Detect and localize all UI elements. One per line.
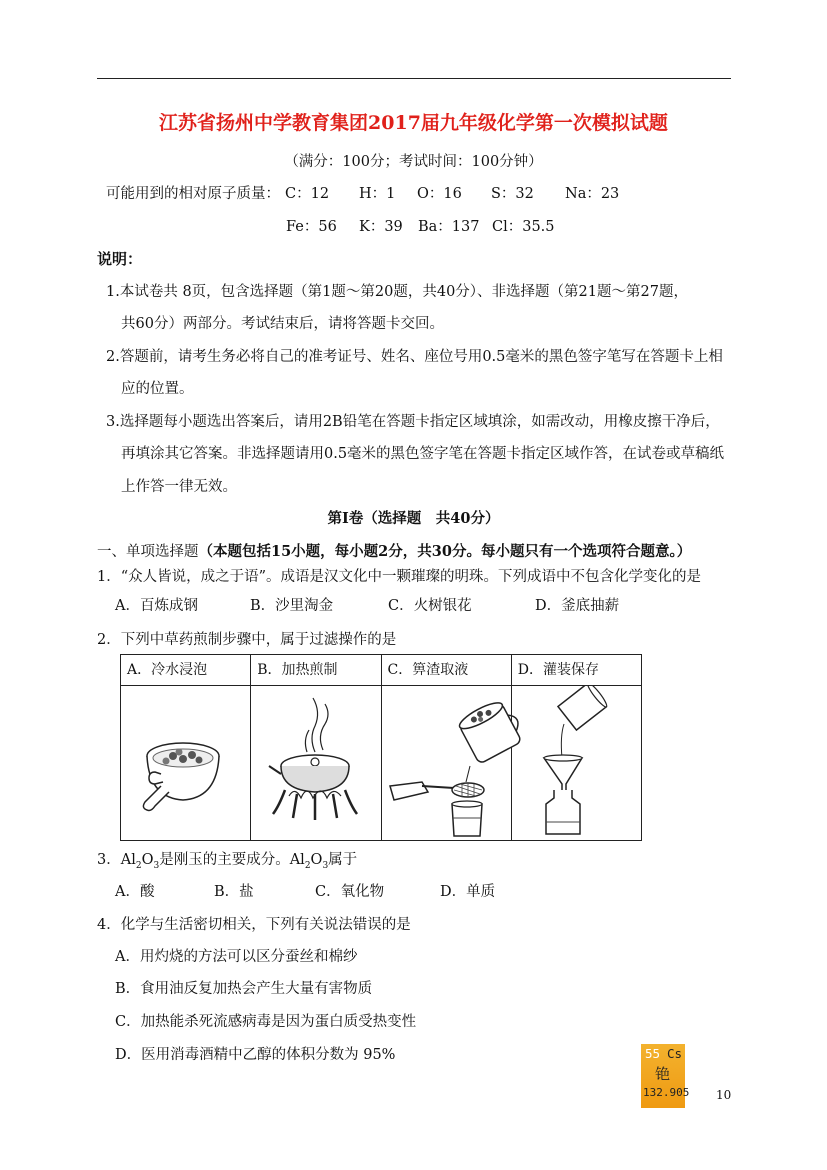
question-3-option-d: D．单质: [440, 884, 496, 900]
question-1-option-d: D．釜底抽薪: [535, 598, 620, 614]
instruction-line: 1.本试卷共 8页，包含选择题（第1题～第20题，共40分）、非选择题（第21题～第27题，: [106, 284, 688, 300]
stem-text: O: [141, 852, 154, 868]
question-2-option-c: C．箅渣取液: [381, 655, 511, 686]
page-number: 10: [716, 1088, 732, 1102]
instruction-line: 应的位置。: [121, 381, 194, 397]
subscript: 2: [135, 860, 142, 871]
question-2-options-table: [120, 654, 642, 841]
atomic-mass-item: Ba：137: [418, 219, 480, 235]
question-4-stem: 4．化学与生活密切相关，下列有关说法错误的是: [97, 917, 411, 933]
page-title: 江苏省扬州中学教育集团2017届九年级化学第一次模拟试题: [159, 112, 668, 134]
part-label: 一、单项选择题: [97, 544, 199, 560]
atomic-mass-item: O：16: [417, 186, 462, 202]
question-1-option-a: A．百炼成钢: [115, 598, 198, 614]
instruction-line: 再填涂其它答案。非选择题请用0.5毫米的黑色签字笔在答题卡指定区域作答，在试卷或草稿纸: [121, 446, 725, 462]
question-3-option-a: A．酸: [115, 884, 155, 900]
stem-text: 3．Al: [97, 852, 136, 868]
stem-text: 是刚玉的主要成分。Al: [159, 852, 305, 868]
atomic-number: 55: [645, 1046, 661, 1061]
atomic-mass-item: C：12: [285, 186, 330, 202]
part-note: （本题包括15小题，每小题2分，共30分。每小题只有一个选项符合题意。）: [198, 543, 692, 560]
atomic-mass-item: K：39: [359, 219, 403, 235]
bottling-funnel-icon: [512, 686, 636, 840]
atomic-mass-label: 可能用到的相对原子质量：: [106, 186, 280, 202]
atomic-mass-item: Fe：56: [286, 219, 337, 235]
question-2-option-b: B．加热煎制: [251, 655, 381, 686]
cesium-element-tile: [641, 1044, 690, 1108]
atomic-mass-item: Cl：35.5: [492, 219, 555, 235]
question-4-option-c: C．加热能杀死流感病毒是因为蛋白质受热变性: [115, 1014, 417, 1030]
question-1-option-c: C．火树银花: [388, 598, 472, 614]
question-1-stem: 1．“众人皆说，成之于语”。成语是汉文化中一颗璀璨的明珠。下列成语中不包含化学变化的是: [97, 569, 702, 585]
decocting-stove-icon: [251, 686, 375, 840]
element-symbol: Cs: [667, 1046, 683, 1061]
question-3-option-b: B．盐: [214, 884, 254, 900]
part-heading: [97, 540, 691, 561]
question-1-option-b: B．沙里淘金: [250, 598, 334, 614]
question-2-option-a: A．冷水浸泡: [121, 655, 251, 686]
subscript: 3: [153, 860, 160, 871]
instructions-heading: 说明：: [97, 250, 143, 268]
header-rule: [97, 78, 731, 79]
subscript: 2: [304, 860, 311, 871]
exam-meta: （满分：100分；考试时间：100分钟）: [284, 154, 543, 170]
subscript: 3: [322, 860, 329, 871]
question-4-option-a: A．用灼烧的方法可以区分蚕丝和棉纱: [115, 949, 358, 965]
atomic-mass-item: S：32: [491, 186, 534, 202]
atomic-mass: 132.905: [643, 1086, 690, 1099]
instruction-line: 3.选择题每小题选出答案后，请用2B铅笔在答题卡指定区域填涂，如需改动，用橡皮擦干净后，: [106, 414, 720, 430]
instruction-line: 上作答一律无效。: [121, 479, 237, 495]
instruction-line: 共60分）两部分。考试结束后，请将答题卡交回。: [121, 316, 444, 332]
question-4-option-d: D．医用消毒酒精中乙醇的体积分数为 95%: [115, 1047, 396, 1063]
stem-text: O: [310, 852, 323, 868]
section-title: 第Ⅰ卷（选择题 共40分）: [327, 510, 500, 527]
bottling-illustration: [511, 686, 641, 841]
stem-text: 属于: [328, 852, 358, 868]
element-name: 铯: [655, 1065, 671, 1083]
decocting-illustration: [251, 686, 381, 841]
instruction-line: 2.答题前，请考生务必将自己的准考证号、姓名、座位号用0.5毫米的黑色签字笔写在答题卡上相: [106, 349, 723, 365]
question-3-option-c: C．氧化物: [315, 884, 385, 900]
atomic-mass-item: Na：23: [565, 186, 620, 202]
question-2-option-d: D．灌装保存: [511, 655, 641, 686]
atomic-mass-item: H：1: [359, 186, 396, 202]
soaking-illustration: [121, 686, 251, 841]
straining-illustration: [381, 686, 511, 841]
soaking-pot-icon: [121, 686, 241, 840]
question-4-option-b: B．食用油反复加热会产生大量有害物质: [115, 981, 373, 997]
question-3-stem: [97, 848, 357, 871]
question-2-stem: 2．下列中草药煎制步骤中，属于过滤操作的是: [97, 632, 397, 648]
